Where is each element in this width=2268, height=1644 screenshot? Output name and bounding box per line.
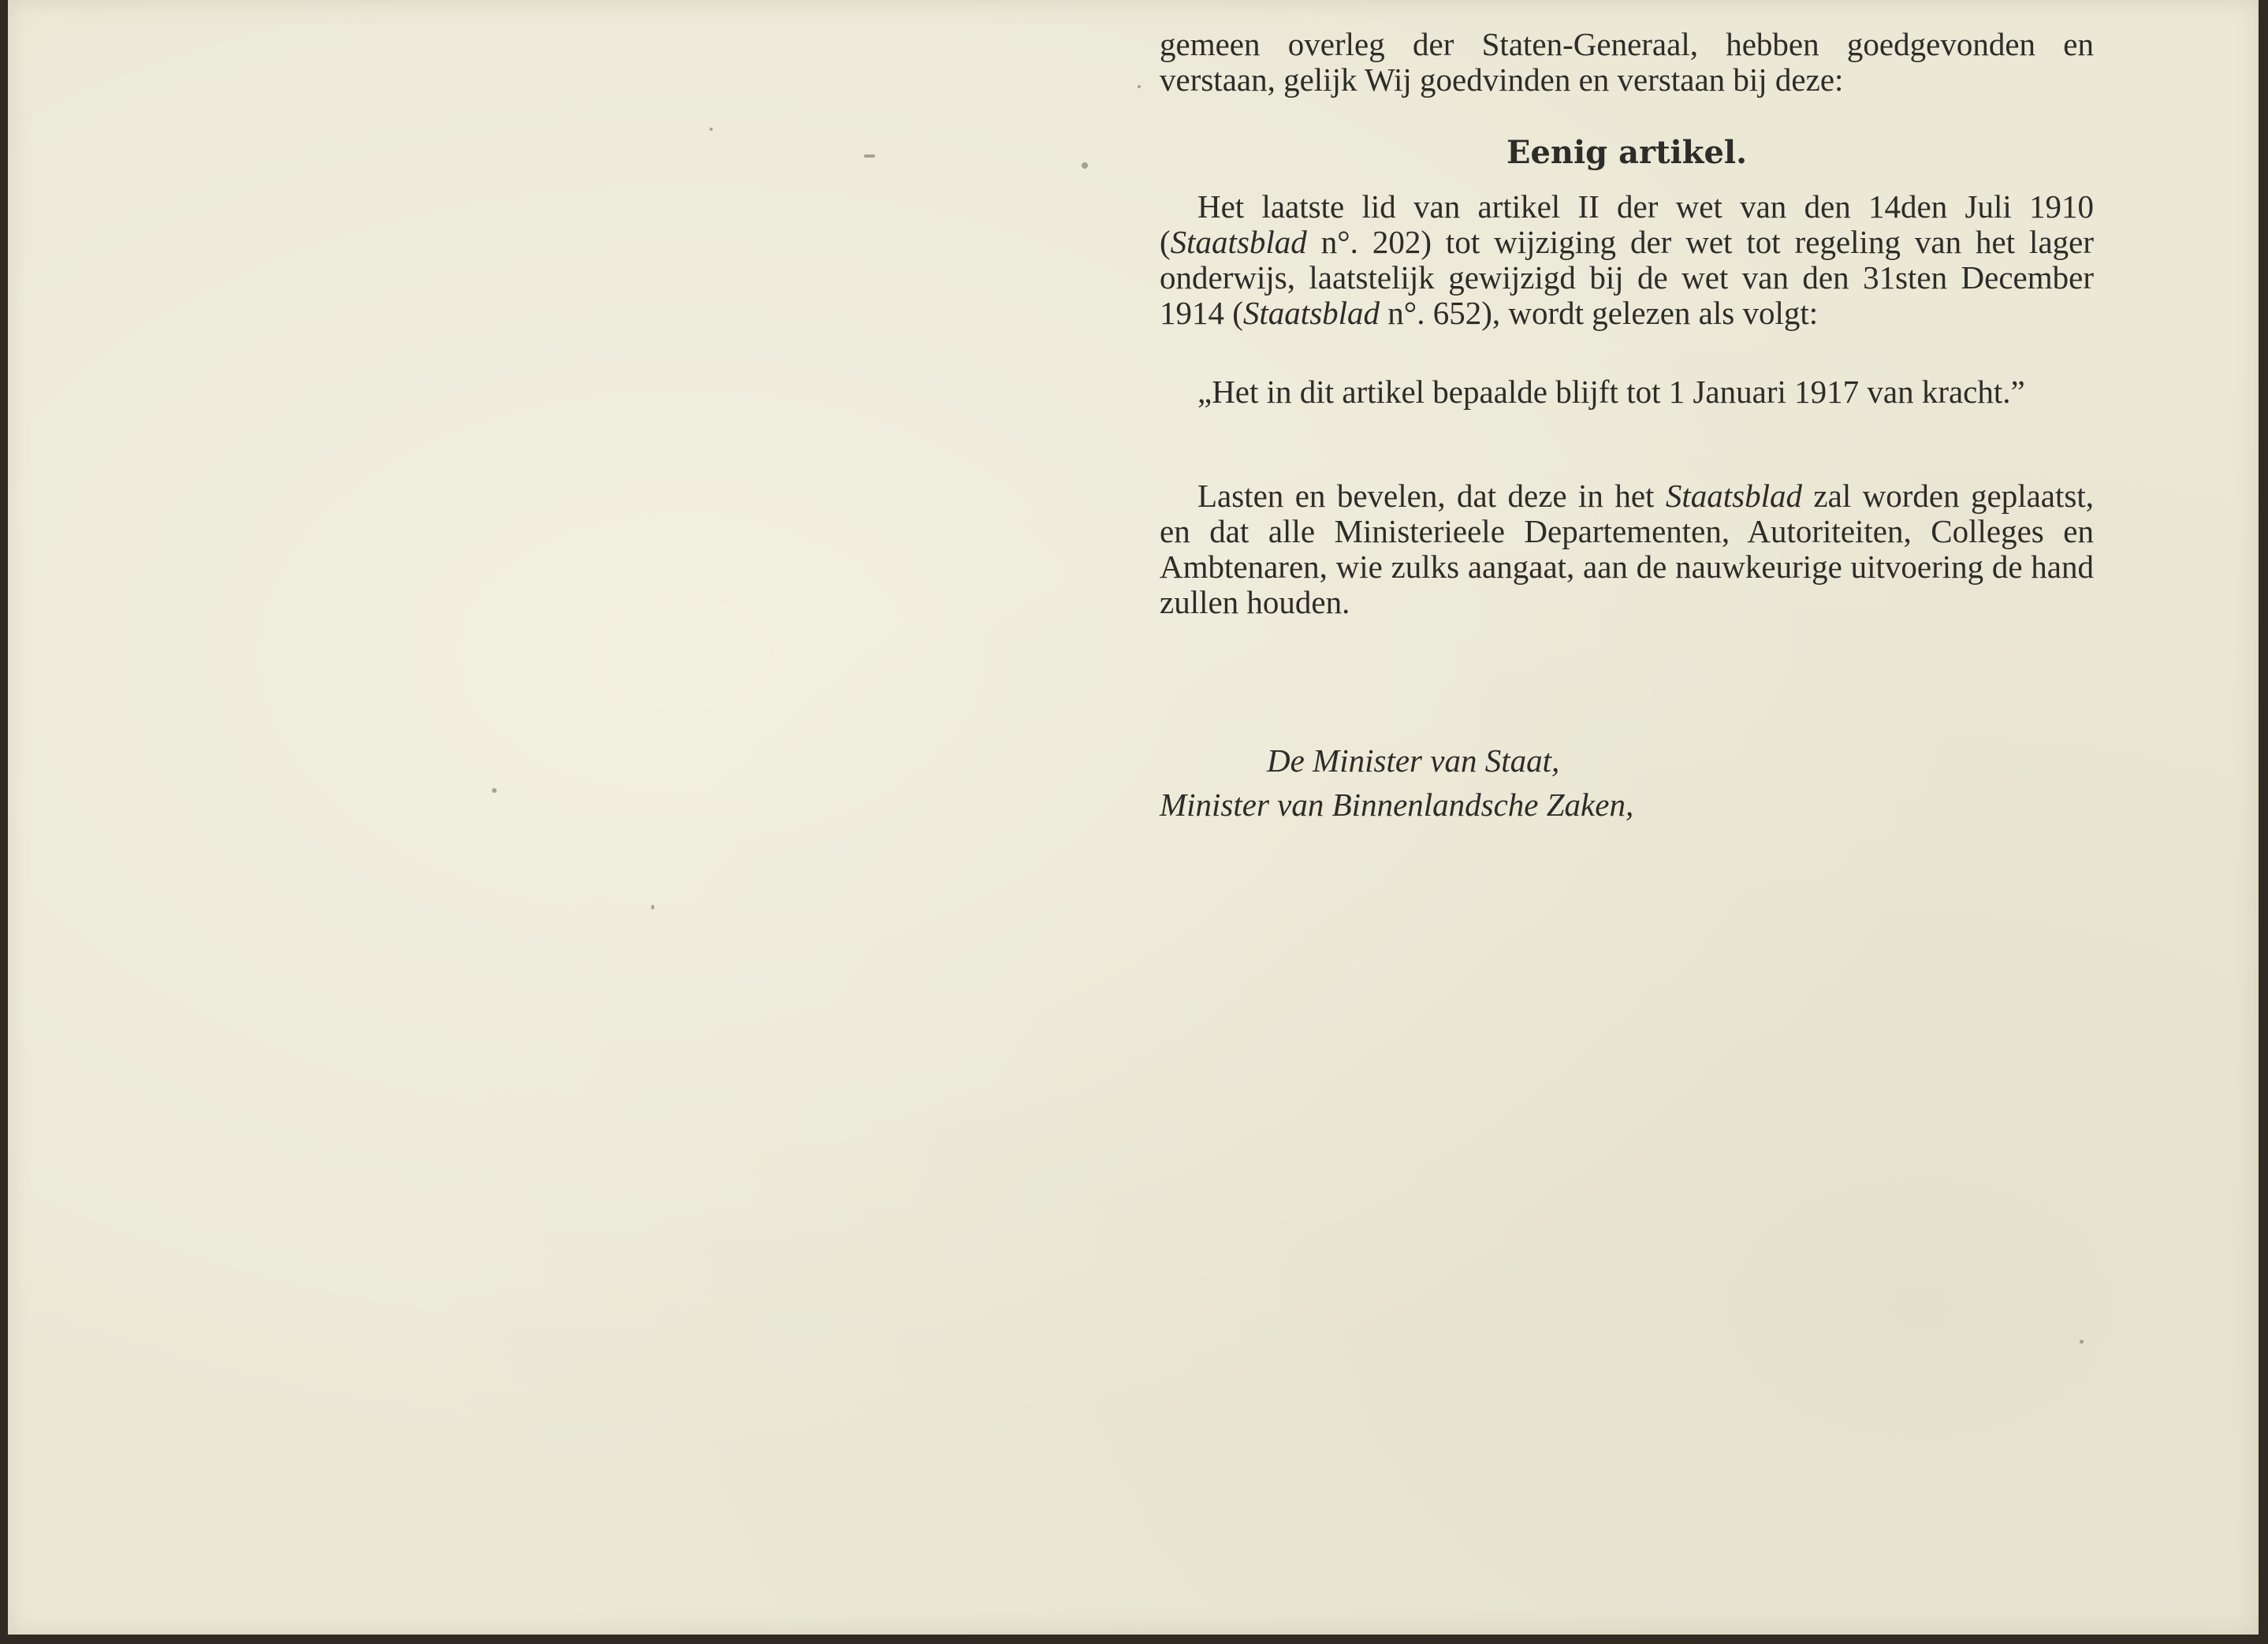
paper-speck	[2080, 1340, 2084, 1344]
paper-speck	[651, 905, 654, 909]
quoted-provision: „Het in dit artikel bepaalde blijft tot 1 Januari 1917 van kracht.”	[1197, 374, 2025, 410]
signature-line-1: De Minister van Staat,	[1267, 742, 1560, 779]
paper-speck	[864, 154, 875, 158]
article-paragraph	[1160, 189, 2094, 331]
staatsblad-reference: Staatsblad	[1170, 224, 1307, 260]
article-heading: Eenig artikel.	[1506, 134, 1748, 171]
intro-line: verstaan, gelijk Wij goedvinden en verstaan bij deze:	[1160, 61, 1844, 98]
staatsblad-reference: Staatsblad	[1665, 478, 1802, 514]
staatsblad-reference: Staatsblad	[1242, 295, 1380, 331]
closing-text: zal worden geplaatst, en dat alle Ministerieele Departementen, Autoriteiten, Colleges en Ambtenaren, wie zulks aangaat, aan de nauwkeurige uitvoering de hand zullen houden.	[1160, 478, 2094, 620]
signature-line-2: Minister van Binnenlandsche Zaken,	[1160, 787, 1634, 823]
article-text: n°. 202) tot wijziging der wet tot regeling van het lager onderwijs, laatstelijk gewijzigd bij de wet van den 31sten December 1914 (	[1160, 224, 2094, 331]
document-page	[8, 0, 2259, 1635]
closing-text: Lasten en bevelen, dat deze in het	[1197, 478, 1666, 514]
article-text: n°. 652), wordt gelezen als volgt:	[1380, 295, 1819, 331]
article-text: Het laatste lid van artikel II der wet van den 14den Juli 1910 (	[1160, 188, 2094, 260]
intro-line: gemeen overleg der Staten-Generaal, hebben goedgevonden en	[1160, 26, 2094, 62]
paper-speck	[1138, 85, 1141, 88]
paper-speck	[492, 788, 497, 793]
closing-paragraph	[1160, 478, 2094, 620]
paper-speck	[1082, 162, 1088, 169]
paper-speck	[709, 128, 713, 131]
